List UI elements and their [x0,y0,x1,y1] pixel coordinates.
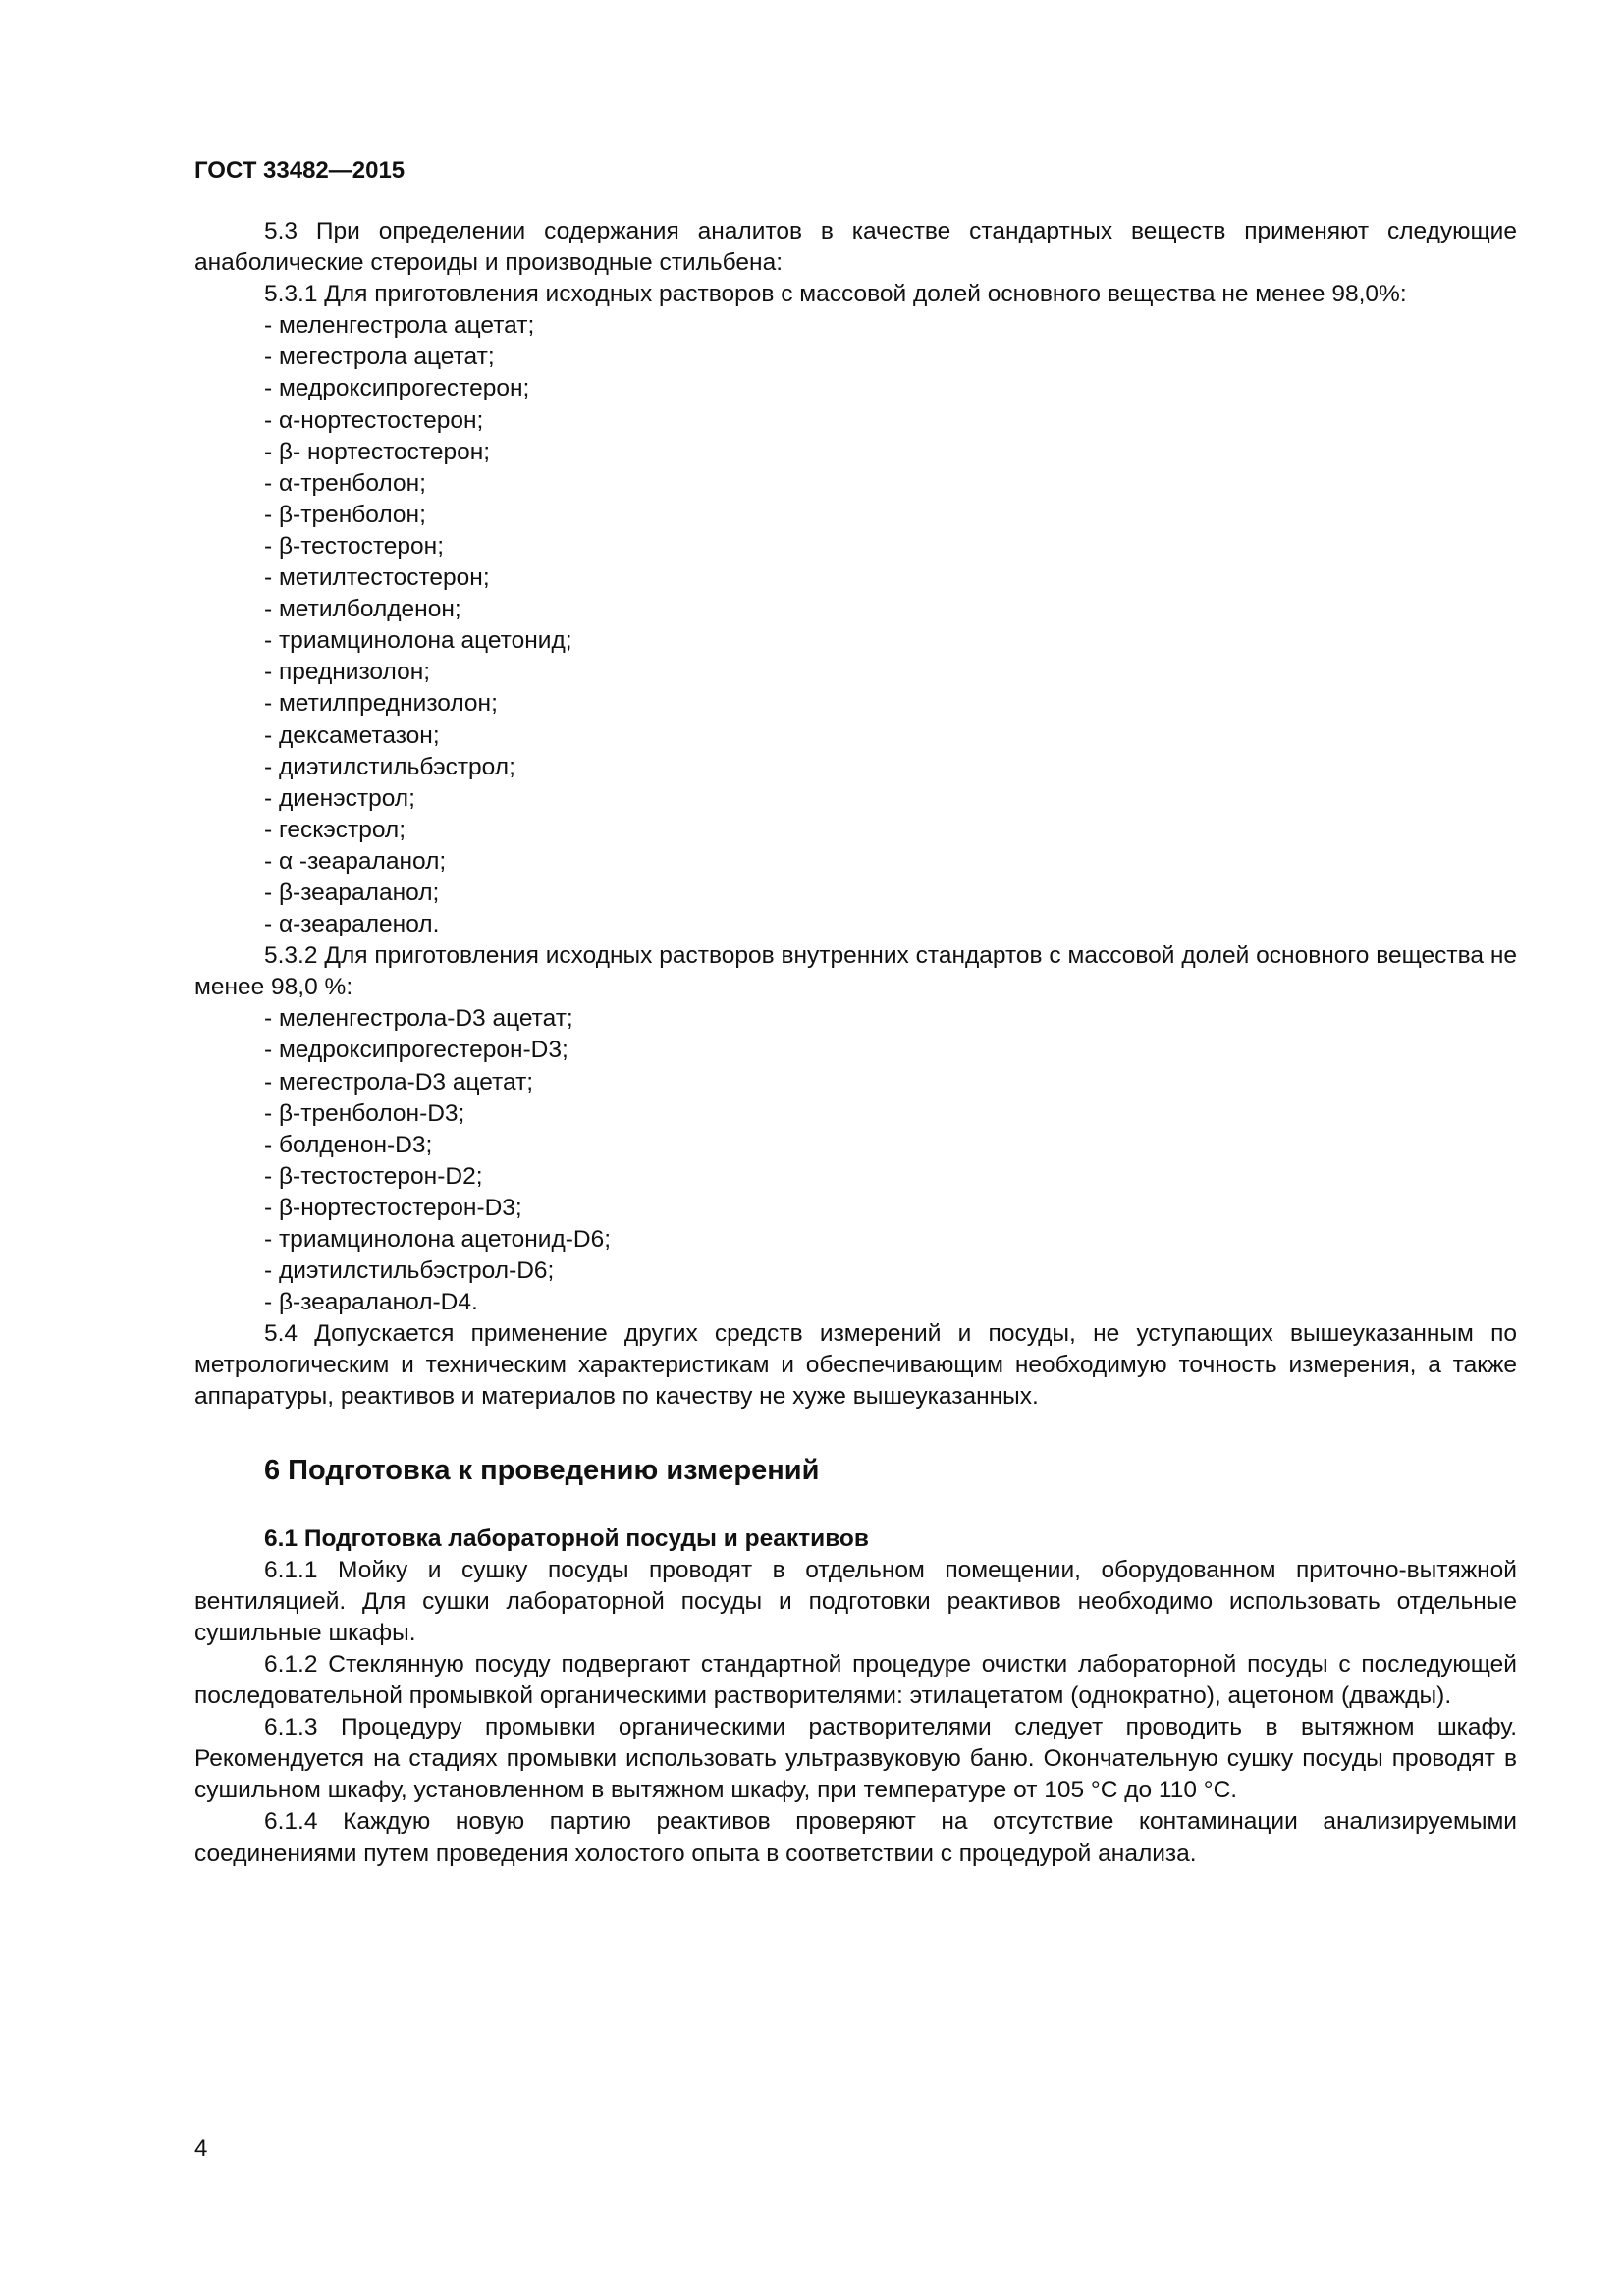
list-item: - медроксипрогестерон-D3; [264,1037,568,1064]
section-6-heading: 6 Подготовка к проведению измерений [264,1454,820,1486]
page-number: 4 [194,2135,208,2162]
paragraph-5-3-2: 5.3.2 Для приготовления исходных растворов внутренних стандартов с массовой долей основного вещества не менее 98,0 %: [194,942,1517,1001]
paragraph-6-1-1: 6.1.1 Мойку и сушку посуды проводят в отдельном помещении, оборудованном приточно-вытяжной вентиляцией. Для сушки лабораторной посуды и подготовки реактивов необходимо использовать отдельные сушильные шкафы. [194,1556,1517,1646]
internal-standards-list-5-3-2 [194,1003,1517,1318]
list-item: - α-нортестостерон; [264,406,484,434]
list-item: - триамцинолона ацетонид; [264,627,572,655]
paragraph-5-3-1: 5.3.1 Для приготовления исходных растворов с массовой долей основного вещества не менее 98,0%: [264,281,1407,308]
list-item: - метилболденон; [264,596,461,623]
list-item: - дексаметазон; [264,721,440,749]
list-item: - метилпреднизолон; [264,690,498,718]
list-item: - β-тренболон; [264,501,426,528]
list-item: - метилтестостерон; [264,564,490,592]
list-item: - β-тестостерон-D2; [264,1162,483,1190]
list-item: - триамцинолона ацетонид-D6; [264,1226,612,1253]
list-item: - α-тренболон; [264,469,426,497]
list-item: - α -зеараланол; [264,847,447,875]
list-item: - диенэстрол; [264,784,415,812]
list-item: - β-тренболон-D3; [264,1099,465,1127]
list-item: - α-зеараленол. [264,911,440,938]
list-item: - β-тестостерон; [264,532,445,560]
subsection-6-1-heading: 6.1 Подготовка лабораторной посуды и реактивов [264,1524,869,1552]
list-item: - мегестрола ацетат; [264,344,495,371]
list-item: - болденон-D3; [264,1131,433,1158]
list-item: - меленгестрола ацетат; [264,312,535,340]
list-item: - β-зеараланол-D4. [264,1289,478,1316]
document-body [194,216,1517,1870]
list-item: - β-зеараланол; [264,879,440,906]
document-code-header: ГОСТ 33482—2015 [194,157,406,184]
paragraph-6-1-3: 6.1.3 Процедуру промывки органическими растворителями следует проводить в вытяжном шкафу. Рекомендуется на стадиях промывки использовать ультразвуковую баню. Окончательную сушку посуды проводят в сушильном шкафу, установленном в вытяжном шкафу, при температуре от 105 °С до 110 °С. [194,1714,1517,1804]
list-item: - гескэстрол; [264,816,406,843]
paragraph-6-1-4: 6.1.4 Каждую новую партию реактивов проверяют на отсутствие контаминации анализируемыми соединениями путем проведения холостого опыта в соответствии с процедурой анализа. [194,1808,1517,1867]
standards-list-5-3-1 [194,310,1517,940]
list-item: - β-нортестостерон-D3; [264,1194,522,1221]
list-item: - мегестрола-D3 ацетат; [264,1068,534,1095]
paragraph-6-1-2: 6.1.2 Стеклянную посуду подвергают стандартной процедуре очистки лабораторной посуды с последующей последовательной промывкой органическими растворителями: этилацетатом (однократно), ацетоном (дважды). [194,1650,1517,1710]
list-item: - диэтилстильбэстрол; [264,753,515,780]
list-item: - преднизолон; [264,659,431,686]
list-item: - медроксипрогестерон; [264,375,530,402]
paragraph-5-4: 5.4 Допускается применение других средств измерений и посуды, не уступающих вышеуказанным по метрологическим и техническим характеристикам и обеспечивающим необходимую точность измерения, а также аппаратуры, реактивов и материалов по качеству не хуже вышеуказанных. [194,1320,1517,1411]
list-item: - меленгестрола-D3 ацетат; [264,1005,573,1033]
list-item: - β- нортестостерон; [264,438,491,465]
list-item: - диэтилстильбэстрол-D6; [264,1257,555,1285]
paragraph-5-3: 5.3 При определении содержания аналитов в качестве стандартных веществ применяют следующие анаболические стероиды и производные стильбена: [194,218,1517,277]
